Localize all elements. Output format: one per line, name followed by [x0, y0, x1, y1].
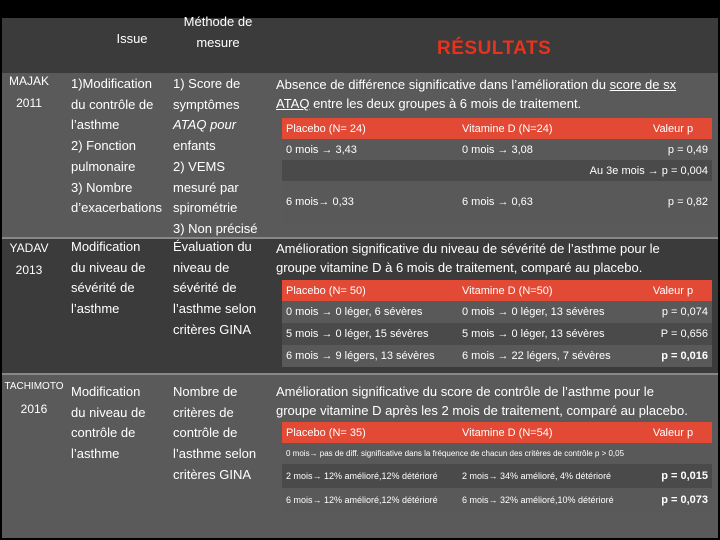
table-row: [282, 160, 712, 181]
issue-line: l’asthme: [71, 446, 120, 462]
result-text-majak: [276, 75, 716, 113]
header-issue: Issue: [116, 31, 148, 46]
issue-line: du niveau de: [71, 259, 146, 275]
methode-line: Nombre de: [173, 384, 238, 399]
methode-majak: [173, 74, 273, 240]
result-line: [276, 75, 716, 94]
methode-line: spirométrie: [173, 200, 238, 216]
methode-tachimoto: [173, 382, 273, 486]
methode-line: enfants: [173, 138, 216, 154]
issue-tachimoto: [71, 382, 171, 465]
result-emph: ATAQ: [276, 96, 310, 111]
methode-line: Évaluation du: [173, 239, 252, 254]
table-cell: 6 mois→ 12% amélioré,12% détérioré: [282, 488, 458, 512]
author-year: 2016: [20, 402, 48, 416]
methode-line: mesuré par: [173, 179, 239, 195]
table-row: [282, 181, 712, 223]
result-line: groupe vitamine D après les 2 mois de traitement, comparé au placebo.: [276, 403, 688, 418]
table-cell: p = 0,82: [634, 181, 712, 223]
author-name: TACHIMOTO: [4, 381, 64, 392]
table-header-row: [282, 422, 712, 443]
methode-line: 2) VEMS: [173, 158, 226, 174]
issue-majak: [71, 74, 171, 219]
results-table-tachimoto: [282, 422, 712, 512]
methode-line: critères de: [173, 404, 234, 420]
table-cell: 0 mois→ pas de diff. significative dans la fréquence de chacun des critères de contrôle p > 0,05: [282, 443, 712, 464]
table-row: [282, 345, 712, 367]
issue-line: l’asthme: [71, 117, 120, 133]
result-text-yadav: [276, 239, 716, 277]
results-table-yadav: [282, 280, 712, 367]
methode-yadav: [173, 237, 273, 341]
table-header-cell: Valeur p: [634, 118, 712, 139]
table-header-cell: Vitamine D (N=54): [458, 422, 634, 443]
methode-line: critères GINA: [173, 321, 252, 337]
table-cell: 6 mois → 0,63: [458, 181, 634, 223]
table-cell: 5 mois → 0 léger, 13 sévères: [458, 323, 634, 345]
methode-line: l’asthme selon: [173, 446, 257, 462]
issue-line: d’exacerbations: [71, 200, 163, 216]
table-row: [282, 488, 712, 512]
table-cell: p = 0,074: [634, 301, 712, 323]
issue-line: pulmonaire: [71, 158, 136, 174]
header-resultats: RÉSULTATS: [437, 38, 552, 59]
issue-line: 3) Nombre: [71, 179, 133, 195]
table-row: [282, 139, 712, 160]
header-methode: [168, 13, 268, 51]
table-row: [282, 301, 712, 323]
table-header-cell: Vitamine D (N=50): [458, 280, 634, 301]
table-header-cell: Valeur p: [634, 422, 712, 443]
table-cell: 2 mois→ 34% amélioré, 4% détérioré: [458, 464, 634, 488]
issue-line: du niveau de: [71, 404, 146, 420]
issue-line: l’asthme: [71, 301, 120, 317]
table-header-cell: Vitamine D (N=24): [458, 118, 634, 139]
issue-yadav: [71, 237, 171, 320]
methode-line: 3) Non précisé: [173, 220, 258, 236]
methode-line: symptômes: [173, 96, 240, 112]
result-text-tachimoto: [276, 382, 716, 420]
table-header-row: [282, 280, 712, 301]
table-header-cell: Placebo (N= 50): [282, 280, 458, 301]
result-line: Amélioration significative du niveau de sévérité de l’asthme pour le: [276, 241, 660, 256]
methode-line: sévérité de: [173, 280, 237, 296]
result-text: Absence de différence significative dans l’amélioration du: [276, 77, 610, 92]
table-header-cell: Placebo (N= 24): [282, 118, 458, 139]
issue-line: 1)Modification: [71, 76, 152, 91]
methode-line: 1) Score de: [173, 76, 241, 91]
table-cell: p = 0,015: [634, 464, 712, 488]
table-cell: 6 mois→ 0,33: [282, 181, 458, 223]
author-name: MAJAK: [8, 74, 49, 88]
methode-line: niveau de: [173, 259, 230, 275]
methode-line: l’asthme selon: [173, 301, 257, 317]
table-header-cell: Valeur p: [634, 280, 712, 301]
table-header-row: [282, 118, 712, 139]
methode-line: contrôle de: [173, 425, 238, 441]
issue-line: sévérité de: [71, 280, 135, 296]
issue-line: Modification: [71, 384, 141, 399]
study-author-yadav: [6, 237, 52, 281]
author-year: 2013: [15, 263, 43, 277]
table-row: [282, 464, 712, 488]
table-cell: P = 0,656: [634, 323, 712, 345]
result-text: entre les deux groupes à 6 mois de traitement.: [309, 96, 582, 111]
methode-line: ATAQ pour: [173, 117, 237, 133]
table-cell: 2 mois→ 12% amélioré,12% détérioré: [282, 464, 458, 488]
results-table-majak: [282, 118, 712, 223]
issue-line: Modification: [71, 239, 141, 254]
table-row: [282, 323, 712, 345]
author-year: 2011: [16, 96, 42, 110]
study-author-majak: [6, 70, 52, 114]
table-cell: 0 mois → 0 léger, 6 sévères: [282, 301, 458, 323]
issue-line: contrôle de: [71, 425, 136, 441]
table-cell: p = 0,49: [634, 139, 712, 160]
table-cell: 0 mois → 3,08: [458, 139, 634, 160]
table-cell: 6 mois→ 32% amélioré,10% détérioré: [458, 488, 634, 512]
study-author-tachimoto: [2, 376, 66, 420]
result-line: groupe vitamine D à 6 mois de traitement, comparé au placebo.: [276, 260, 643, 275]
table-cell: p = 0,016: [634, 345, 712, 367]
header-methode-line1: Méthode de: [183, 14, 253, 29]
result-line: [276, 94, 716, 113]
result-emph: score de sx: [609, 77, 677, 92]
table-row: [282, 443, 712, 464]
header-methode-line2: mesure: [196, 35, 240, 50]
methode-line: critères GINA: [173, 466, 252, 482]
table-cell: 6 mois → 22 légers, 7 sévères: [458, 345, 634, 367]
table-cell: p = 0,073: [634, 488, 712, 512]
table-cell: 0 mois → 0 léger, 13 sévères: [458, 301, 634, 323]
table-cell: 6 mois → 9 légers, 13 sévères: [282, 345, 458, 367]
table-cell: Au 3e mois → p = 0,004: [282, 160, 712, 181]
author-name: YADAV: [9, 241, 49, 255]
table-cell: 0 mois → 3,43: [282, 139, 458, 160]
table-header-cell: Placebo (N= 35): [282, 422, 458, 443]
table-cell: 5 mois → 0 léger, 15 sévères: [282, 323, 458, 345]
result-line: Amélioration significative du score de contrôle de l’asthme pour le: [276, 384, 654, 399]
slide: [2, 14, 718, 538]
issue-line: du contrôle de: [71, 96, 154, 112]
issue-line: 2) Fonction: [71, 138, 137, 154]
row-separator: [2, 373, 718, 375]
